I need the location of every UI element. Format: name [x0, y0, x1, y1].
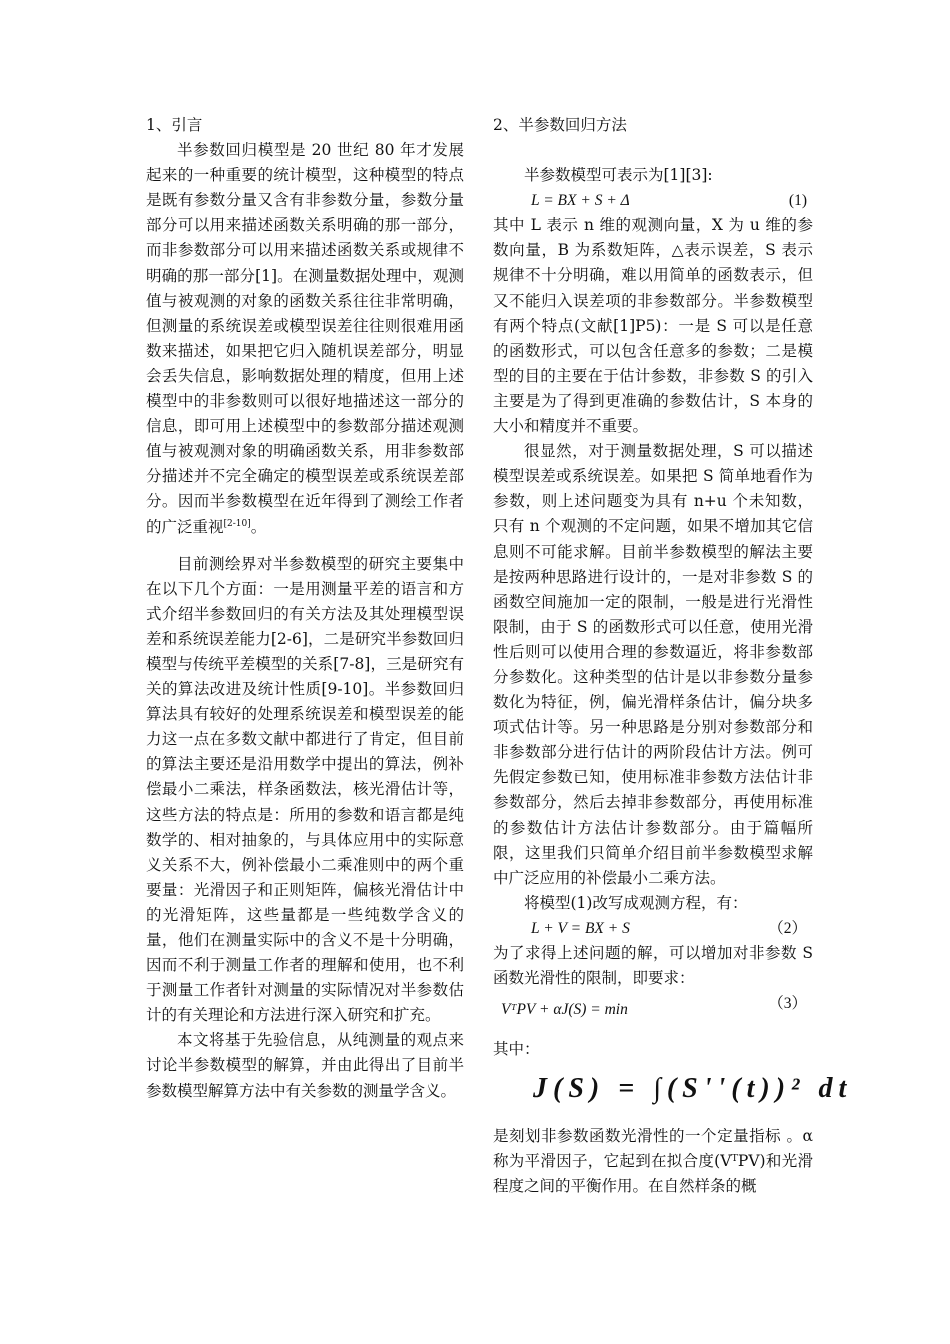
citation-ref: [2-10]: [223, 518, 251, 529]
paragraph-intro-2: 目前测绘界对半参数模型的研究主要集中在以下几个方面：一是用测量平差的语言和方式介绍半参数回归的有关方法及其处理模型误差和系统误差能力[2-6]，二是研究半参数回归模型与传统平差模型的关系[7-8]，三是研究有关的算法改进及统计性质[9-10]。半参数回归算法具有较好的处理系统误差和模型误差的能力这一点在多数文献中都进行了肯定，但目前的算法主要还是沿用数学中提出的算法，例补偿最小二乘法，样条函数法，核光滑估计等，这些方法的特点是：所用的参数和语言都是纯数学的、相对抽象的，与具体应用中的实际意义关系不大，例补偿最小二乘准则中的两个重要量：光滑因子和正则矩阵，偏核光滑估计中的光滑矩阵，这些量都是一些纯数学含义的量，他们在测量实际中的含义不是十分明确，因而不利于测量工作者的理解和使用，也不利于测量工作者针对测量的实际情况对半参数估计的有关理论和方法进行深入研究和扩充。: [146, 554, 464, 1025]
section-heading-method: 2、半参数回归方法: [493, 116, 627, 134]
equation-3: [493, 991, 813, 1037]
paragraph-smoothness: 为了求得上述问题的解，可以增加对非参数 S 函数光滑性的限制，即要求：: [493, 944, 813, 988]
paragraph-model-methods: 很显然，对于测量数据处理，S 可以描述模型误差或系统误差。如果把 S 简单地看作为参数，则上述问题变为具有 n+u 个未知数，只有 n 个观测的不定问题，如果不增加其它信息则不可能求解。目前半参数模型的解法主要是按两种思路进行设计的，一是对非参数 S 的函数空间施加一定的限制，一般是进行光滑性限制，由于 S 的函数形式可以任意，使用光滑性后则可以使用合理的参数逼近，将非参数部分参数化。这种类型的估计是以非参数分量参数化为特征，例，偏光滑样条估计，偏分块多项式估计等。另一种思路是分别对参数部分和非参数部分进行估计的两阶段估计方法。例可先假定参数已知，使用标准非参数方法估计非参数部分，然后去掉非参数部分，再使用标准的参数估计方法估计参数部分。由于篇幅所限，这里我们只简单介绍目前半参数模型求解中广泛应用的补偿最小二乘方法。: [493, 442, 813, 887]
paragraph-text: 半参数回归模型是 20 世纪 80 年才发展起来的一种重要的统计模型，这种模型的特点是既有参数分量又含有非参数分量，参数分量部分可以用来描述函数关系明确的那一部分，而非参数部分可以用来描述函数关系或规律不明确的那一部分[1]。在测量数据处理中，观测值与被观测的对象的函数关系往往非常明确，但测量的系统误差或模型误差往往则很难用函数来描述，如果把它归入随机误差部分，明显会丢失信息，影响数据处理的精度，但用上述模型中的非参数则可以很好地描述这一部分的信息，即可用上述模型中的参数部分描述观测值与被观测对象的明确函数关系，用非参数部分描述并不完全确定的模型误差或系统误差部分。因而半参数模型在近年得到了测绘工作者的广泛重视: [146, 141, 464, 536]
paragraph-where: 其中：: [493, 1040, 540, 1059]
paragraph-model-desc: 其中 L 表示 n 维的观测向量，X 为 u 维的参数向量，B 为系数矩阵，△表示误差，S 表示规律不十分明确，难以用简单的函数表示，但又不能归入误差项的非参数部分。半参数模型有两个特点(文献[1]P5)：一是 S 可以是任意的函数形式，可以包含任意多的参数；二是模型的目的主要在于估计参数，非参数 S 的引入主要是为了得到更准确的参数估计，S 本身的大小和精度并不重要。: [493, 216, 813, 436]
equation-2-body: L + V = BX + S: [531, 919, 630, 937]
paragraph-alpha: 是刻划非参数函数光滑性的一个定量指标 。α 称为平滑因子，它起到在拟合度(VᵀPV)和光滑程度之间的平衡作用。在自然样条的概: [493, 1127, 813, 1196]
equation-3-number: （3）: [768, 995, 807, 1013]
equation-1-number: (1): [788, 192, 807, 210]
right-column: [493, 113, 853, 1200]
equation-4: [493, 1073, 853, 1124]
paragraph-observation: 将模型(1)改写成观测方程，有：: [524, 893, 748, 912]
left-column: [146, 113, 464, 1104]
paragraph-intro-3: 本文将基于先验信息，从纯测量的观点来讨论半参数模型的解算，并由此得出了目前半参数模型解算方法中有关参数的测量学含义。: [146, 1031, 464, 1100]
section-heading-intro: 1、引言: [146, 116, 203, 134]
equation-1-body: L = BX + S + Δ: [531, 192, 630, 210]
equation-2-number: （2）: [768, 919, 807, 937]
paragraph-end: 。: [250, 517, 267, 536]
equation-4-body: J(S) = ∫(S''(t))² dt: [533, 1073, 853, 1105]
paragraph-intro-1: [146, 138, 464, 540]
equation-3-body: VᵀPV + αJ(S) = min: [501, 1001, 628, 1019]
equation-2: [493, 916, 813, 941]
equation-1: [493, 188, 813, 213]
paragraph-model-intro: 半参数模型可表示为[1][3]:: [524, 166, 713, 185]
